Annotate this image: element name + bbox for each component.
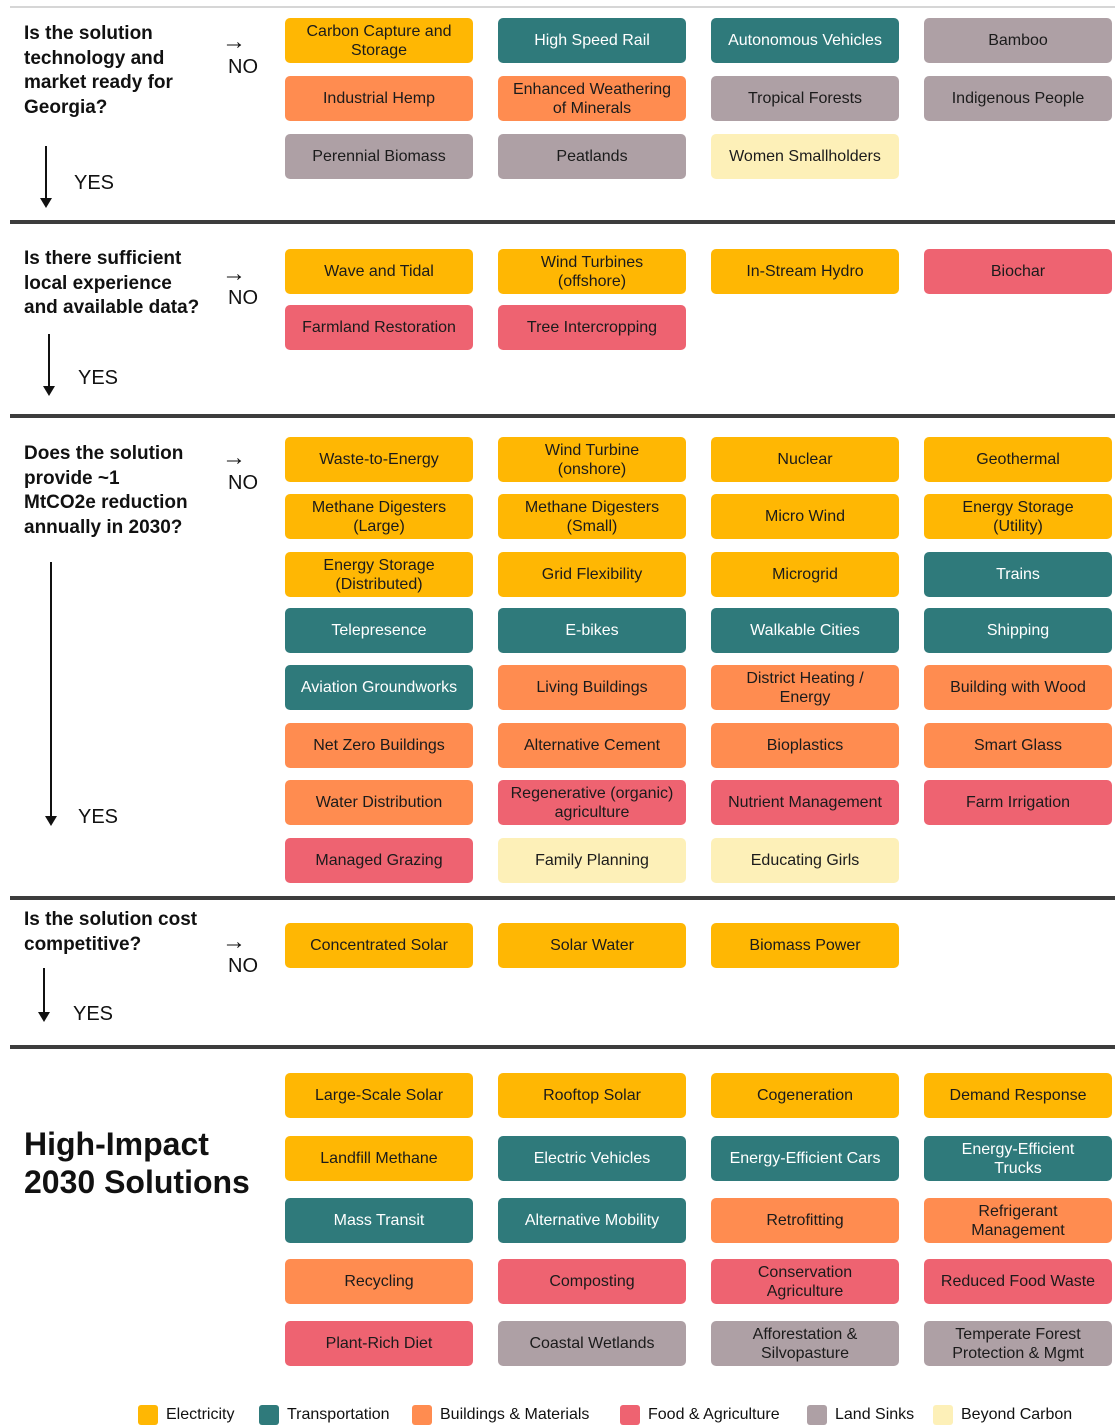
- yes-label: YES: [73, 1003, 114, 1025]
- solution-tile: Net Zero Buildings: [285, 723, 473, 768]
- solution-tile: Tropical Forests: [711, 76, 899, 121]
- yes-label: YES: [74, 172, 115, 194]
- solution-tile: Wind Turbine (onshore): [498, 437, 686, 482]
- legend-item: [138, 1404, 234, 1426]
- solution-tile: Trains: [924, 552, 1112, 597]
- no-arrow-icon: →: [222, 928, 246, 955]
- solution-tile: Afforestation & Silvopasture: [711, 1321, 899, 1366]
- solution-tile: Solar Water: [498, 923, 686, 968]
- solution-tile: Composting: [498, 1259, 686, 1304]
- no-label: NO: [228, 955, 258, 977]
- solution-tile: Water Distribution: [285, 780, 473, 825]
- legend-swatch-icon: [933, 1405, 953, 1425]
- solution-tile: Plant-Rich Diet: [285, 1321, 473, 1366]
- legend-item: [933, 1404, 1072, 1426]
- solution-tile: Wind Turbines (offshore): [498, 249, 686, 294]
- legend-label: Buildings & Materials: [440, 1406, 590, 1423]
- yes-arrow-icon: [43, 968, 45, 1020]
- solution-tile: Biochar: [924, 249, 1112, 294]
- divider-2: [10, 414, 1115, 418]
- yes-label: YES: [78, 367, 119, 389]
- solution-tile: District Heating / Energy: [711, 665, 899, 710]
- solution-tile: Farmland Restoration: [285, 305, 473, 350]
- legend-swatch-icon: [138, 1405, 158, 1425]
- legend-swatch-icon: [620, 1405, 640, 1425]
- solution-tile: Micro Wind: [711, 494, 899, 539]
- solution-tile: Landfill Methane: [285, 1136, 473, 1181]
- solution-tile: Aviation Groundworks: [285, 665, 473, 710]
- question-mtco2e-reduction: Does the solution provide ~1 MtCO2e reduction annually in 2030?: [24, 443, 188, 538]
- solution-tile: Large-Scale Solar: [285, 1073, 473, 1118]
- solution-tile: Retrofitting: [711, 1198, 899, 1243]
- solution-tile: Temperate Forest Protection & Mgmt: [924, 1321, 1112, 1366]
- solution-tile: Nuclear: [711, 437, 899, 482]
- solution-tile: High Speed Rail: [498, 18, 686, 63]
- solution-tile: Living Buildings: [498, 665, 686, 710]
- solution-tile: Recycling: [285, 1259, 473, 1304]
- solution-tile: Electric Vehicles: [498, 1136, 686, 1181]
- solution-tile: Methane Digesters (Small): [498, 494, 686, 539]
- solution-tile: Perennial Biomass: [285, 134, 473, 179]
- yes-label: YES: [78, 806, 119, 828]
- yes-arrow-icon: [48, 334, 50, 394]
- solution-tile: Bamboo: [924, 18, 1112, 63]
- solution-tile: Telepresence: [285, 608, 473, 653]
- solution-tile: Demand Response: [924, 1073, 1112, 1118]
- solution-tile: Educating Girls: [711, 838, 899, 883]
- no-arrow-icon: →: [222, 28, 246, 55]
- solution-tile: Wave and Tidal: [285, 249, 473, 294]
- legend-label: Electricity: [166, 1406, 235, 1423]
- no-label: NO: [228, 287, 258, 309]
- no-arrow-icon: →: [222, 260, 246, 287]
- legend-label: Land Sinks: [835, 1406, 915, 1423]
- solution-tile: Energy-Efficient Cars: [711, 1136, 899, 1181]
- solution-tile: Rooftop Solar: [498, 1073, 686, 1118]
- no-label: NO: [228, 472, 258, 494]
- solution-tile: Biomass Power: [711, 923, 899, 968]
- legend-swatch-icon: [412, 1405, 432, 1425]
- solution-tile: Family Planning: [498, 838, 686, 883]
- legend-item: [620, 1404, 780, 1426]
- solution-tile: E-bikes: [498, 608, 686, 653]
- solution-tile: Building with Wood: [924, 665, 1112, 710]
- solution-tile: Refrigerant Management: [924, 1198, 1112, 1243]
- legend-item: [807, 1404, 914, 1426]
- yes-arrow-icon: [50, 562, 52, 824]
- solution-tile: Farm Irrigation: [924, 780, 1112, 825]
- solution-tile: Smart Glass: [924, 723, 1112, 768]
- question-market-ready: Is the solution technology and market ready for Georgia?: [24, 23, 173, 118]
- legend-label: Transportation: [287, 1406, 390, 1423]
- solution-tile: Carbon Capture and Storage: [285, 18, 473, 63]
- solution-tile: Industrial Hemp: [285, 76, 473, 121]
- divider-4: [10, 1045, 1115, 1049]
- solution-tile: Waste-to-Energy: [285, 437, 473, 482]
- solution-tile: Managed Grazing: [285, 838, 473, 883]
- solution-tile: Regenerative (organic) agriculture: [498, 780, 686, 825]
- solution-tile: Energy Storage (Utility): [924, 494, 1112, 539]
- solution-tile: Concentrated Solar: [285, 923, 473, 968]
- top-divider: [10, 6, 1115, 8]
- solution-tile: In-Stream Hydro: [711, 249, 899, 294]
- legend-label: Food & Agriculture: [648, 1406, 780, 1423]
- solution-tile: Nutrient Management: [711, 780, 899, 825]
- solution-tile: Energy Storage (Distributed): [285, 552, 473, 597]
- solution-tile: Methane Digesters (Large): [285, 494, 473, 539]
- divider-1: [10, 220, 1115, 224]
- legend-swatch-icon: [807, 1405, 827, 1425]
- yes-arrow-icon: [45, 146, 47, 206]
- solution-tile: Grid Flexibility: [498, 552, 686, 597]
- no-label: NO: [228, 56, 258, 78]
- solution-tile: Alternative Cement: [498, 723, 686, 768]
- solution-tile: Shipping: [924, 608, 1112, 653]
- legend-item: [259, 1404, 390, 1426]
- solution-tile: Geothermal: [924, 437, 1112, 482]
- solution-tile: Cogeneration: [711, 1073, 899, 1118]
- solution-tile: Coastal Wetlands: [498, 1321, 686, 1366]
- solution-tile: Peatlands: [498, 134, 686, 179]
- solution-tile: Conservation Agriculture: [711, 1259, 899, 1304]
- solution-tile: Enhanced Weathering of Minerals: [498, 76, 686, 121]
- legend-item: [412, 1404, 589, 1426]
- solution-tile: Reduced Food Waste: [924, 1259, 1112, 1304]
- solution-tile: Energy-Efficient Trucks: [924, 1136, 1112, 1181]
- question-local-experience: Is there sufficient local experience and available data?: [24, 248, 200, 318]
- question-cost-competitive: Is the solution cost competitive?: [24, 909, 198, 955]
- solution-tile: Bioplastics: [711, 723, 899, 768]
- divider-3: [10, 896, 1115, 900]
- solution-tile: Indigenous People: [924, 76, 1112, 121]
- solution-tile: Alternative Mobility: [498, 1198, 686, 1243]
- solution-tile: Mass Transit: [285, 1198, 473, 1243]
- final-title: High-Impact 2030 Solutions: [24, 1126, 250, 1200]
- solution-tile: Women Smallholders: [711, 134, 899, 179]
- solution-tile: Tree Intercropping: [498, 305, 686, 350]
- no-arrow-icon: →: [222, 444, 246, 471]
- solution-tile: Autonomous Vehicles: [711, 18, 899, 63]
- solution-tile: Walkable Cities: [711, 608, 899, 653]
- solution-tile: Microgrid: [711, 552, 899, 597]
- legend-label: Beyond Carbon: [961, 1406, 1073, 1423]
- legend-swatch-icon: [259, 1405, 279, 1425]
